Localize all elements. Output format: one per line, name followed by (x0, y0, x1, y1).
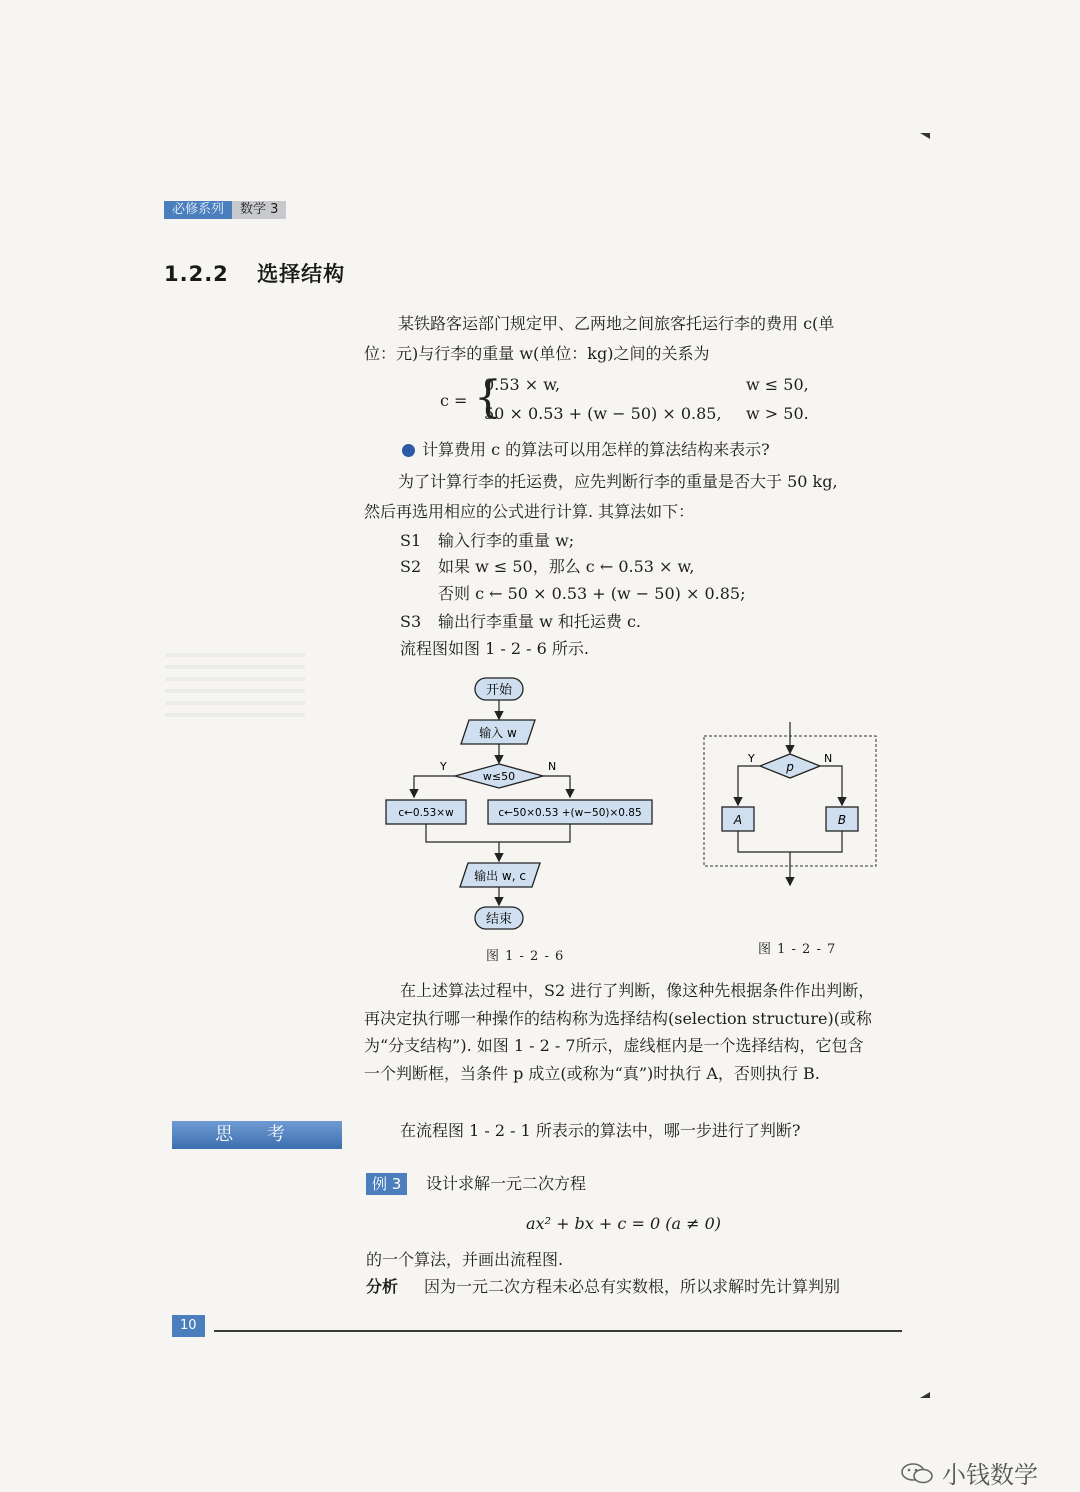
box-b-label: B (837, 813, 847, 827)
decision-p-label: p (786, 760, 794, 774)
footer-rule (214, 1330, 902, 1332)
watermark-text: 小钱数学 (942, 1461, 1038, 1489)
formula-case1-cond: w ≤ 50, (746, 375, 809, 394)
formula-case2-cond: w > 50. (746, 404, 809, 423)
formula-case1-expr: 0.53 × w, (484, 375, 561, 394)
section-title: 选择结构 (257, 262, 346, 286)
corner-mark-icon (920, 1392, 930, 1398)
arrow-yes-branch (414, 776, 455, 796)
input-label: 输入 w (479, 726, 517, 740)
fig-1-2-6-caption: 图 1 - 2 - 6 (486, 949, 565, 964)
page-number: 10 (172, 1315, 205, 1337)
think-question: 在流程图 1 - 2 - 1 所表示的算法中，哪一步进行了判断? (400, 1121, 801, 1140)
end-label: 结束 (485, 912, 513, 927)
series-tag: 必修系列 (164, 201, 232, 219)
watermark (900, 1455, 1038, 1490)
flowchart-fig-1-2-6 (370, 670, 670, 940)
fig2-no-label: N (824, 752, 833, 765)
analysis-label: 分析 (366, 1277, 399, 1296)
arrow-to-b (820, 766, 842, 804)
step-s1-label: S1 (400, 531, 422, 550)
fig2-yes-label: Y (748, 752, 755, 765)
para2-line-1: 在上述算法过程中，S2 进行了判断，像这种先根据条件作出判断， (400, 981, 875, 1000)
formula-lhs: c = (440, 391, 468, 410)
step-s3-label: S3 (400, 612, 422, 631)
step-s1-text: 输入行李的重量 w; (438, 531, 575, 550)
corner-mark-icon (920, 133, 930, 139)
para2-line-3: 为“分支结构”). 如图 1 - 2 - 7所示，虚线框内是一个选择结构，它包含 (364, 1036, 864, 1055)
flowchart-reference: 流程图如图 1 - 2 - 6 所示. (400, 639, 589, 658)
step-s2-else-text: 否则 c ← 50 × 0.53 + (w − 50) × 0.85; (438, 584, 746, 603)
step-s3-text: 输出行李重量 w 和托运费 c. (438, 612, 642, 631)
section-number: 1.2.2 (164, 262, 229, 286)
decision-label: w≤50 (482, 770, 516, 783)
analysis-text: 因为一元二次方程未必总有实数根，所以求解时先计算判别 (424, 1277, 841, 1296)
piecewise-formula (440, 372, 840, 428)
para2-line-2: 再决定执行哪一种操作的结构称为选择结构(selection structure)(或称 (364, 1009, 872, 1028)
wechat-icon (900, 1461, 934, 1485)
intro-line-1: 某铁路客运部门规定甲、乙两地之间旅客托运行李的费用 c(单 (398, 314, 835, 333)
intro-line-2: 位：元)与行李的重量 w(单位：kg)之间的关系为 (364, 344, 710, 363)
section-heading (164, 258, 345, 288)
example-text: 设计求解一元二次方程 (426, 1174, 587, 1193)
no-label: N (548, 760, 557, 773)
arrow-no-branch (543, 776, 570, 796)
yes-label: Y (440, 760, 447, 773)
book-tag: 数学 3 (232, 201, 286, 219)
right-process-label: c←50×0.53 +(w−50)×0.85 (498, 807, 642, 819)
start-label: 开始 (485, 683, 513, 698)
explain-line-2: 然后再选用相应的公式进行计算. 其算法如下： (364, 502, 695, 521)
question-text: 计算费用 c 的算法可以用怎样的算法结构来表示? (422, 440, 770, 459)
output-label: 输出 w, c (474, 869, 526, 883)
flowchart-fig-1-2-7 (700, 720, 880, 890)
think-banner: 思 考 (172, 1121, 342, 1149)
example-tag: 例 3 (366, 1173, 407, 1195)
question-bullet-icon (402, 444, 415, 457)
step-s2-text: 如果 w ≤ 50，那么 c ← 0.53 × w, (438, 557, 695, 576)
box-a-label: A (733, 813, 743, 827)
quadratic-equation: ax² + bx + c = 0 (a ≠ 0) (526, 1214, 721, 1233)
left-process-label: c←0.53×w (398, 807, 454, 819)
example-line-2: 的一个算法，并画出流程图. (366, 1250, 564, 1269)
merge-line (426, 824, 570, 842)
para2-line-4: 一个判断框，当条件 p 成立(或称为“真”)时执行 A，否则执行 B. (364, 1064, 820, 1083)
explain-line-1: 为了计算行李的托运费，应先判断行李的重量是否大于 50 kg, (398, 472, 838, 491)
fig2-merge-line (738, 831, 842, 852)
formula-brace: { (474, 372, 502, 423)
formula-case2-expr: 50 × 0.53 + (w − 50) × 0.85, (484, 404, 722, 423)
step-s2-label: S2 (400, 557, 422, 576)
fig-1-2-7-caption: 图 1 - 2 - 7 (758, 942, 837, 957)
bleed-through-text (165, 645, 305, 725)
arrow-to-a (738, 766, 760, 804)
